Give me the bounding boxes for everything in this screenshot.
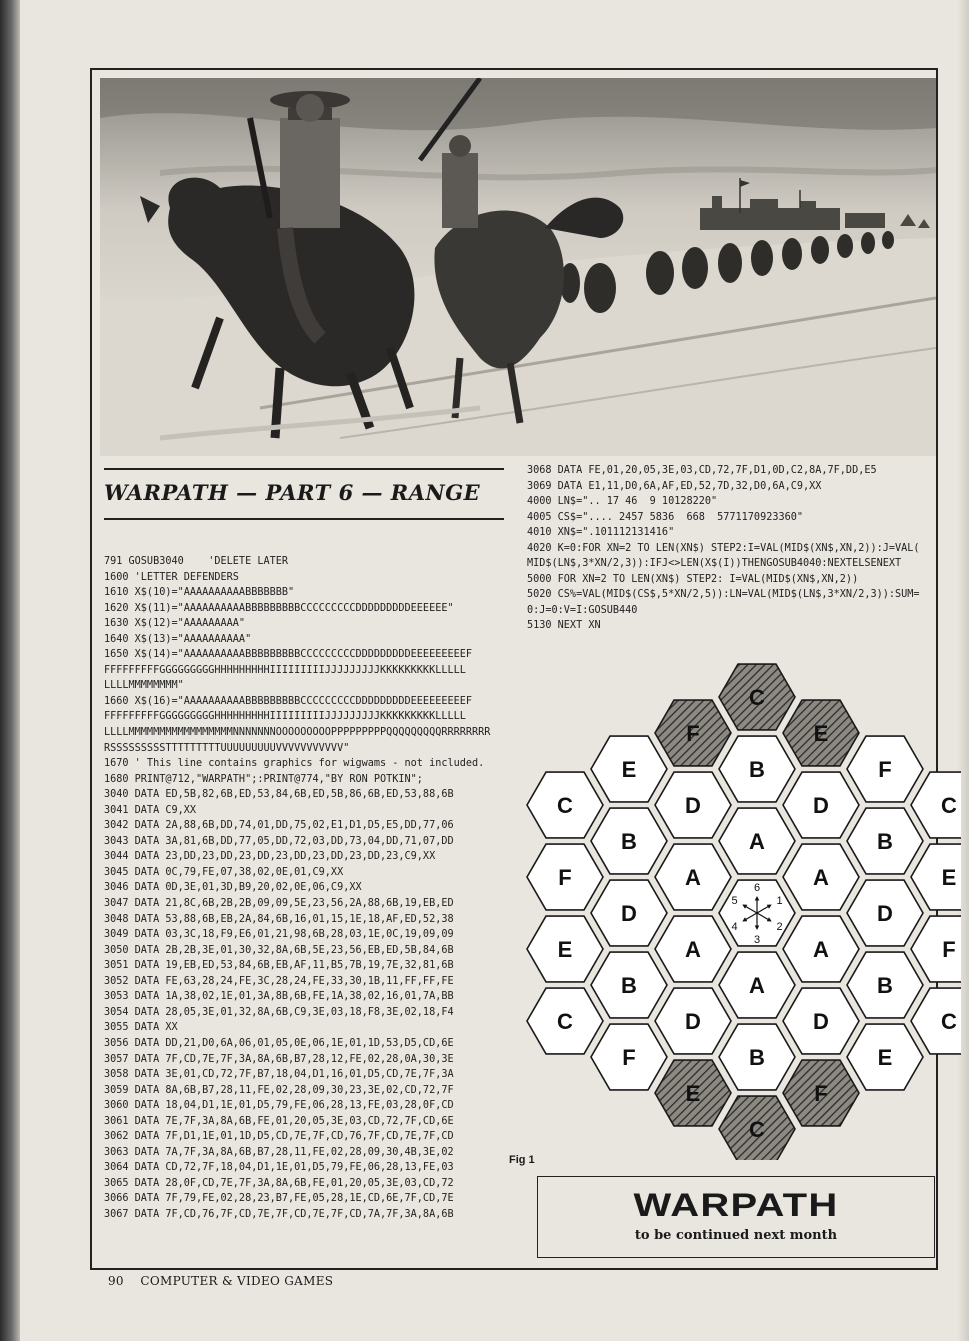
code-line: 5020 CS%=VAL(MID$(CS$,5*XN/2,5)):LN=VAL(MID$(LN$,3*XN/2,3)):SUM= xyxy=(527,589,920,601)
code-line: 3062 DATA 7F,D1,1E,01,1D,D5,CD,7E,7F,CD,76,7F,CD,7E,7F,CD xyxy=(104,1131,454,1143)
continued-subtitle: to be continued next month xyxy=(634,1228,838,1243)
code-line: 1620 X$(11)="AAAAAAAAAABBBBBBBBBCCCCCCCCCDDDDDDDDDEEEEEE" xyxy=(104,602,454,614)
magazine-name: COMPUTER & VIDEO GAMES xyxy=(140,1274,334,1288)
code-line: 5130 NEXT XN xyxy=(527,620,601,632)
hex-cell xyxy=(591,736,667,802)
hex-cell xyxy=(527,916,603,982)
hex-cell xyxy=(911,844,961,910)
code-line: 3051 DATA 19,EB,ED,53,84,6B,EB,AF,11,B5,7B,19,7E,32,81,6B xyxy=(104,960,454,972)
hex-cell xyxy=(783,988,859,1054)
hex-cell xyxy=(591,808,667,874)
hex-letter: A xyxy=(749,829,765,854)
hex-letter: A xyxy=(749,973,765,998)
code-line: 4000 LN$=".. 17 46 9 10128220" xyxy=(527,496,718,508)
code-line: 3060 DATA 18,04,D1,1E,01,D5,79,FE,06,28,13,FE,03,28,0F,CD xyxy=(104,1100,454,1112)
hex-letter: D xyxy=(621,901,637,926)
hex-cell xyxy=(911,916,961,982)
code-line: FFFFFFFFFGGGGGGGGGHHHHHHHHHIIIIIIIIIJJJJJJJJJKKKKKKKKKLLLLL xyxy=(104,664,466,676)
code-line: 3061 DATA 7E,7F,3A,8A,6B,FE,01,20,05,3E,03,CD,72,7F,CD,6E xyxy=(104,1115,454,1127)
hex-cell xyxy=(783,916,859,982)
hex-letter: B xyxy=(621,829,637,854)
code-line: 3066 DATA 7F,79,FE,02,28,23,B7,FE,05,28,1E,CD,6E,7F,CD,7E xyxy=(104,1193,454,1205)
code-line: 1680 PRINT@712,"WARPATH";:PRINT@774,"BY RON POTKIN"; xyxy=(104,773,423,785)
code-line: 3065 DATA 28,0F,CD,7E,7F,3A,8A,6B,FE,01,20,05,3E,03,CD,72 xyxy=(104,1177,454,1189)
hex-cell xyxy=(783,1060,859,1126)
continued-title: WARPATH xyxy=(633,1187,839,1223)
hex-letter: C xyxy=(557,793,573,818)
code-line: 3069 DATA E1,11,D0,6A,AF,ED,52,7D,32,D0,6A,C9,XX xyxy=(527,480,822,492)
code-line: 3049 DATA 03,3C,18,F9,E6,01,21,98,6B,28,03,1E,0C,19,09,09 xyxy=(104,929,454,941)
hex-cell xyxy=(655,700,731,766)
code-line: 3055 DATA XX xyxy=(104,1022,178,1034)
hex-cell xyxy=(527,772,603,838)
hex-cell xyxy=(847,952,923,1018)
direction-number: 5 xyxy=(731,895,738,907)
page-footer xyxy=(108,1274,333,1288)
continued-box xyxy=(537,1176,935,1258)
code-line: 3064 DATA CD,72,7F,18,04,D1,1E,01,D5,79,FE,06,28,13,FE,03 xyxy=(104,1162,454,1174)
hex-letter: B xyxy=(877,829,893,854)
hex-cell xyxy=(655,916,731,982)
code-line: 3056 DATA DD,21,D0,6A,06,01,05,0E,06,1E,01,1D,53,D5,CD,6E xyxy=(104,1037,454,1049)
code-line: 3046 DATA 0D,3E,01,3D,B9,20,02,0E,06,C9,XX xyxy=(104,882,362,894)
hex-letter: B xyxy=(749,757,765,782)
code-line: 1600 'LETTER DEFENDERS xyxy=(104,571,239,583)
hex-cell xyxy=(719,1024,795,1090)
hex-letter: E xyxy=(557,937,573,962)
basic-listing-right xyxy=(527,463,920,634)
code-line: FFFFFFFFFGGGGGGGGGHHHHHHHHHIIIIIIIIIJJJJJJJJJKKKKKKKKKLLLLL xyxy=(104,711,466,723)
hex-letter: A xyxy=(813,865,829,890)
hex-cell xyxy=(719,1096,795,1160)
hex-cell xyxy=(847,808,923,874)
hex-letter: A xyxy=(685,937,701,962)
figure-label: Fig 1 xyxy=(509,1154,535,1166)
hex-letter: D xyxy=(813,1009,829,1034)
hex-cell xyxy=(591,952,667,1018)
hex-range-diagram xyxy=(500,657,961,1160)
code-line: 4010 XN$=".101112131416" xyxy=(527,527,675,539)
code-line: 3040 DATA ED,5B,82,6B,ED,53,84,6B,ED,5B,86,6B,ED,53,88,6B xyxy=(104,789,454,801)
hex-cell xyxy=(847,1024,923,1090)
code-line: 3057 DATA 7F,CD,7E,7F,3A,8A,6B,B7,28,12,FE,02,28,0A,30,3E xyxy=(104,1053,454,1065)
hex-cell xyxy=(655,844,731,910)
code-line: 1660 X$(16)="AAAAAAAAAABBBBBBBBBCCCCCCCCCDDDDDDDDDEEEEEEEEEF xyxy=(104,695,473,707)
hex-letter: E xyxy=(685,1081,701,1106)
hex-cell xyxy=(655,988,731,1054)
code-line: 3053 DATA 1A,38,02,1E,01,3A,8B,6B,FE,1A,38,02,16,01,7A,BB xyxy=(104,991,454,1003)
hex-cell xyxy=(783,844,859,910)
hex-letter: C xyxy=(941,793,957,818)
hex-letter: F xyxy=(814,1081,828,1106)
hex-cell xyxy=(719,952,795,1018)
hex-letter: D xyxy=(685,1009,701,1034)
code-line: LLLLMMMMMMMMMMMMMMMMMNNNNNNNOOOOOOOOOPPPPPPPPPQQQQQQQQQRRRRRRRR xyxy=(104,727,491,739)
direction-number: 6 xyxy=(753,882,761,894)
title-bottom-rule xyxy=(104,518,504,520)
hex-letter: F xyxy=(942,937,956,962)
code-line: 1670 ' This line contains graphics for wigwams - not included. xyxy=(104,758,485,770)
hex-cell xyxy=(591,1024,667,1090)
hex-letter: C xyxy=(557,1009,573,1034)
code-line: 3052 DATA FE,63,28,24,FE,3C,28,24,FE,33,30,1B,11,FF,FF,FE xyxy=(104,975,454,987)
hex-letter: B xyxy=(877,973,893,998)
code-line: 0:J=0:V=I:GOSUB440 xyxy=(527,604,638,616)
direction-number: 4 xyxy=(731,921,738,933)
code-line: 3067 DATA 7F,CD,76,7F,CD,7E,7F,CD,7E,7F,CD,7A,7F,3A,8A,6B xyxy=(104,1208,454,1220)
hex-letter: B xyxy=(621,973,637,998)
hex-letter: F xyxy=(686,721,700,746)
hex-letter: F xyxy=(558,865,572,890)
code-line: RSSSSSSSSSTTTTTTTTTUUUUUUUUUVVVVVVVVVVV" xyxy=(104,742,350,754)
code-line: 3048 DATA 53,88,6B,EB,2A,84,6B,16,01,15,1E,18,AF,ED,52,38 xyxy=(104,913,454,925)
hex-cell xyxy=(527,844,603,910)
code-line: 791 GOSUB3040 'DELETE LATER xyxy=(104,556,289,567)
code-line: 3063 DATA 7A,7F,3A,8A,6B,B7,28,11,FE,02,28,09,30,4B,3E,02 xyxy=(104,1146,454,1158)
hex-letter: E xyxy=(813,721,829,746)
hex-cell xyxy=(527,988,603,1054)
hex-letter: F xyxy=(622,1045,636,1070)
code-line: 3054 DATA 28,05,3E,01,32,8A,6B,C9,3E,03,18,F8,3E,02,18,F4 xyxy=(104,1006,454,1018)
code-line: 3044 DATA 23,DD,23,DD,23,DD,23,DD,23,DD,23,DD,23,C9,XX xyxy=(104,851,436,863)
hex-letter: D xyxy=(685,793,701,818)
code-line: 1650 X$(14)="AAAAAAAAAABBBBBBBBBCCCCCCCCCDDDDDDDDDEEEEEEEEEF xyxy=(104,649,473,661)
hex-letter: B xyxy=(749,1045,765,1070)
code-line: MID$(LN$,3*XN/2,3)):IFJ<>LEN(X$(I))THENGOSUB4040:NEXTELSENEXT xyxy=(527,558,902,570)
direction-number: 2 xyxy=(776,921,783,933)
code-line: LLLLMMMMMMMM" xyxy=(104,680,184,692)
hex-letter: D xyxy=(813,793,829,818)
hex-cell xyxy=(719,736,795,802)
code-line: 3050 DATA 2B,2B,3E,01,30,32,8A,6B,5E,23,56,EB,ED,5B,84,6B xyxy=(104,944,454,956)
hex-cell xyxy=(655,1060,731,1126)
hex-letter: F xyxy=(878,757,892,782)
hex-letter: E xyxy=(877,1045,893,1070)
code-line: 4020 K=0:FOR XN=2 TO LEN(XN$) STEP2:I=VAL(MID$(XN$,XN,2)):J=VAL( xyxy=(527,542,920,554)
hex-cell xyxy=(783,772,859,838)
page-number: 90 xyxy=(108,1274,124,1288)
article-title: WARPATH — PART 6 — RANGE xyxy=(104,480,481,505)
cavalry-illustration xyxy=(100,78,936,456)
code-line: 3043 DATA 3A,81,6B,DD,77,05,DD,72,03,DD,73,04,DD,71,07,DD xyxy=(104,835,454,847)
hex-letter: E xyxy=(941,865,957,890)
code-line: 3041 DATA C9,XX xyxy=(104,804,197,816)
code-line: 4005 CS$=".... 2457 5836 668 5771170923360" xyxy=(527,511,804,523)
hex-letter: A xyxy=(685,865,701,890)
direction-number: 3 xyxy=(753,934,761,946)
code-line: 3058 DATA 3E,01,CD,72,7F,B7,18,04,D1,16,01,D5,CD,7E,7F,3A xyxy=(104,1069,454,1081)
hex-letter: D xyxy=(877,901,893,926)
title-top-rule xyxy=(104,468,504,470)
code-line: 3068 DATA FE,01,20,05,3E,03,CD,72,7F,D1,0D,C2,8A,7F,DD,E5 xyxy=(527,465,877,476)
code-line: 1640 X$(13)="AAAAAAAAAA" xyxy=(104,633,252,645)
code-line: 3045 DATA 0C,79,FE,07,38,02,0E,01,C9,XX xyxy=(104,866,344,878)
code-line: 1610 X$(10)="AAAAAAAAAABBBBBBB" xyxy=(104,587,295,599)
code-line: 3042 DATA 2A,88,6B,DD,74,01,DD,75,02,E1,D1,D5,E5,DD,77,06 xyxy=(104,820,454,832)
hex-letter: A xyxy=(813,937,829,962)
hex-cell xyxy=(847,736,923,802)
hex-letter: C xyxy=(749,1117,765,1142)
code-line: 3047 DATA 21,8C,6B,2B,2B,09,09,5E,23,56,2A,88,6B,19,EB,ED xyxy=(104,898,454,910)
hex-cell xyxy=(591,880,667,946)
hex-letter: C xyxy=(749,685,765,710)
code-line: 3059 DATA 8A,6B,B7,28,11,FE,02,28,09,30,23,3E,02,CD,72,7F xyxy=(104,1084,454,1096)
hex-cell xyxy=(655,772,731,838)
hex-letter: C xyxy=(941,1009,957,1034)
hex-cell xyxy=(719,808,795,874)
hex-cell xyxy=(847,880,923,946)
binding-spine xyxy=(0,0,20,1341)
hex-cell xyxy=(719,664,795,730)
code-line: 5000 FOR XN=2 TO LEN(XN$) STEP2: I=VAL(MID$(XN$,XN,2)) xyxy=(527,573,859,585)
basic-listing-left xyxy=(104,554,490,1223)
hex-cell xyxy=(911,988,961,1054)
direction-number: 1 xyxy=(776,895,783,907)
hex-letter: E xyxy=(621,757,637,782)
hex-cell xyxy=(911,772,961,838)
hex-cell xyxy=(783,700,859,766)
code-line: 1630 X$(12)="AAAAAAAAA" xyxy=(104,618,246,630)
